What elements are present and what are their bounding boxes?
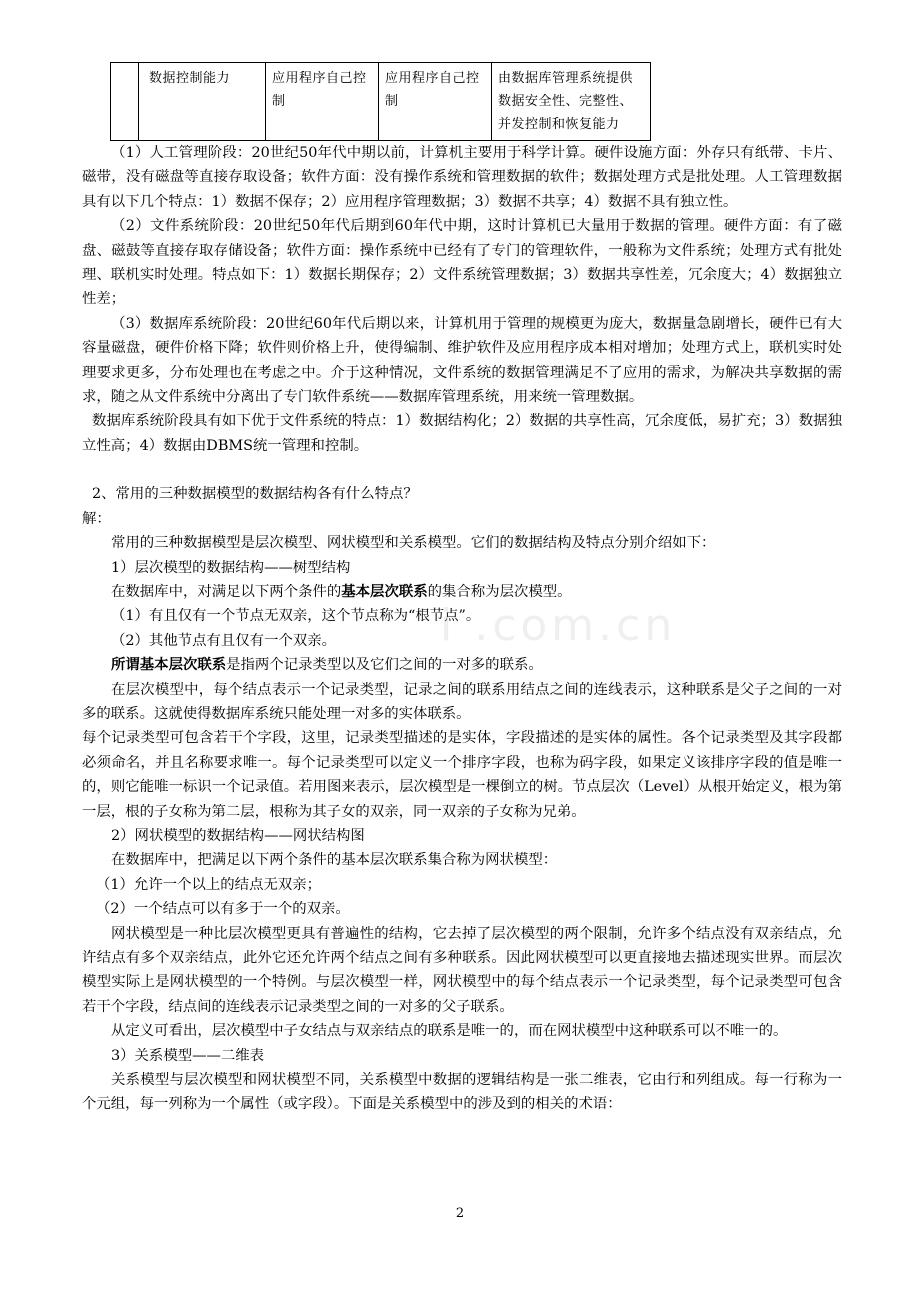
heading-relational-model: 3）关系模型——二维表 xyxy=(111,1047,265,1064)
paragraph-file-system-stage: （2）文件系统阶段：20世纪50年代后期到60年代中期，这时计算机已大量用于数据的管理。硬件方面：有了磁盘、磁鼓等直接存取存储设备；软件方面：操作系统中已经有了专门的管理软件，一般称为文件系统；处理方式有批处理、联机实时处理。特点如下：1）数据长期保存；2）文件系统管理数据；3）数据共享性差，冗余度大；4）数据独立性差； xyxy=(82,218,842,308)
text-run: 是指两个记录类型以及它们之间的一对多的联系。 xyxy=(226,657,543,674)
condition-item: （2）其他节点有且仅有一个双亲。 xyxy=(111,632,337,649)
document-body xyxy=(82,141,842,1117)
table-cell-empty xyxy=(111,63,139,141)
text-run: 在数据库中，对满足以下两个条件的 xyxy=(111,583,342,600)
text-run: 的集合称为层次模型。 xyxy=(427,583,572,600)
paragraph-manual-stage: （1）人工管理阶段：20世纪50年代中期以前，计算机主要用于科学计算。硬件设施方面：外存只有纸带、卡片、磁带，没有磁盘等直接存取设备；软件方面：没有操作系统和管理数据的软件；数据处理方式是批处理。人工管理数据具有以下几个特点：1）数据不保存；2）应用程序管理数据；3）数据不共享；4）数据不具有独立性。 xyxy=(82,145,842,210)
condition-item: （1）有且仅有一个节点无双亲，这个节点称为“根节点”。 xyxy=(111,608,481,625)
paragraph-network-comparison: 从定义可看出，层次模型中子女结点与双亲结点的联系是唯一的，而在网状模型中这种联系可以不唯一的。 xyxy=(111,1023,788,1040)
paragraph-hierarchical-nodes: 在层次模型中，每个结点表示一个记录类型，记录之间的联系用结点之间的连线表示，这种联系是父子之间的一对多的联系。这就使得数据库系统只能处理一对多的实体联系。 xyxy=(82,681,842,722)
question-heading: 2、常用的三种数据模型的数据结构各有什么特点？ xyxy=(92,486,418,503)
table-cell-manual: 应用程序自己控制 xyxy=(266,63,379,141)
paragraph-network-description: 网状模型是一种比层次模型更具有普遍性的结构，它去掉了层次模型的两个限制，允许多个结点没有双亲结点，允许结点有多个双亲结点，此外它还允许两个结点之间有多种联系。因此网状模型可以更直接地去描述现实世界。而层次模型实际上是网状模型的一个特例。与层次模型一样，网状模型中的每个结点表示一个记录类型，每个记录类型可包含若干个字段，结点间的连线表示记录类型之间的一对多的父子联系。 xyxy=(82,925,842,1015)
page-number: 2 xyxy=(455,1206,465,1221)
paragraph-relational-description: 关系模型与层次模型和网状模型不同，关系模型中数据的逻辑结构是一张二维表，它由行和列组成。每一行称为一个元组，每一列称为一个属性（或字段）。下面是关系模型中的涉及到的相关的术语： xyxy=(82,1072,842,1113)
table-cell-database: 由数据库管理系统提供数据安全性、完整性、并发控制和恢复能力 xyxy=(492,63,651,141)
paragraph-models-intro: 常用的三种数据模型是层次模型、网状模型和关系模型。它们的数据结构及特点分别介绍如下： xyxy=(111,535,716,552)
paragraph-record-types: 每个记录类型可包含若干个字段，这里，记录类型描述的是实体，字段描述的是实体的属性。各个记录类型及其字段都必须命名，并且名称要求唯一。每个记录类型可以定义一个排序字段，也称为码字段，如果定义该排序字段的值是唯一的，则它能唯一标识一个记录值。若用图来表示，层次模型是一棵倒立的树。节点层次（Level）从根开始定义，根为第一层，根的子女称为第二层，根称为其子女的双亲，同一双亲的子女称为兄弟。 xyxy=(82,730,842,820)
bold-term: 所谓基本层次联系 xyxy=(111,656,227,674)
paragraph-database-advantages: 数据库系统阶段具有如下优于文件系统的特点：1）数据结构化；2）数据的共享性高，冗余度低，易扩充；3）数据独立性高；4）数据由DBMS统一管理和控制。 xyxy=(82,413,842,454)
watermark: i .com.cn xyxy=(440,600,677,651)
condition-item: （1）允许一个以上的结点无双亲； xyxy=(96,876,322,893)
table-cell-filesystem: 应用程序自己控制 xyxy=(379,63,492,141)
comparison-table-fragment xyxy=(110,62,651,141)
paragraph-hierarchical-definition xyxy=(82,580,842,604)
bold-term: 基本层次联系 xyxy=(341,582,428,600)
table-row xyxy=(111,63,651,141)
paragraph-network-definition: 在数据库中，把满足以下两个条件的基本层次联系集合称为网状模型： xyxy=(111,852,558,869)
heading-hierarchical-model: 1）层次模型的数据结构——树型结构 xyxy=(111,559,351,576)
heading-network-model: 2）网状模型的数据结构——网状结构图 xyxy=(111,827,365,844)
table-cell-feature: 数据控制能力 xyxy=(139,63,266,141)
paragraph-database-stage: （3）数据库系统阶段：20世纪60年代后期以来，计算机用于管理的规模更为庞大，数据量急剧增长，硬件已有大容量磁盘，硬件价格下降；软件则价格上升，使得编制、维护软件及应用程序成本相对增加；处理方式上，联机实时处理要求更多，分布处理也在考虑之中。介于这种情况，文件系统的数据管理满足不了应用的需求，为解决共享数据的需求，随之从文件系统中分离出了专门软件系统——数据库管理系统，用来统一管理数据。 xyxy=(82,315,842,406)
answer-label: 解： xyxy=(82,510,111,527)
paragraph-basic-relation xyxy=(82,653,842,677)
condition-item: （2）一个结点可以有多于一个的双亲。 xyxy=(96,901,350,918)
